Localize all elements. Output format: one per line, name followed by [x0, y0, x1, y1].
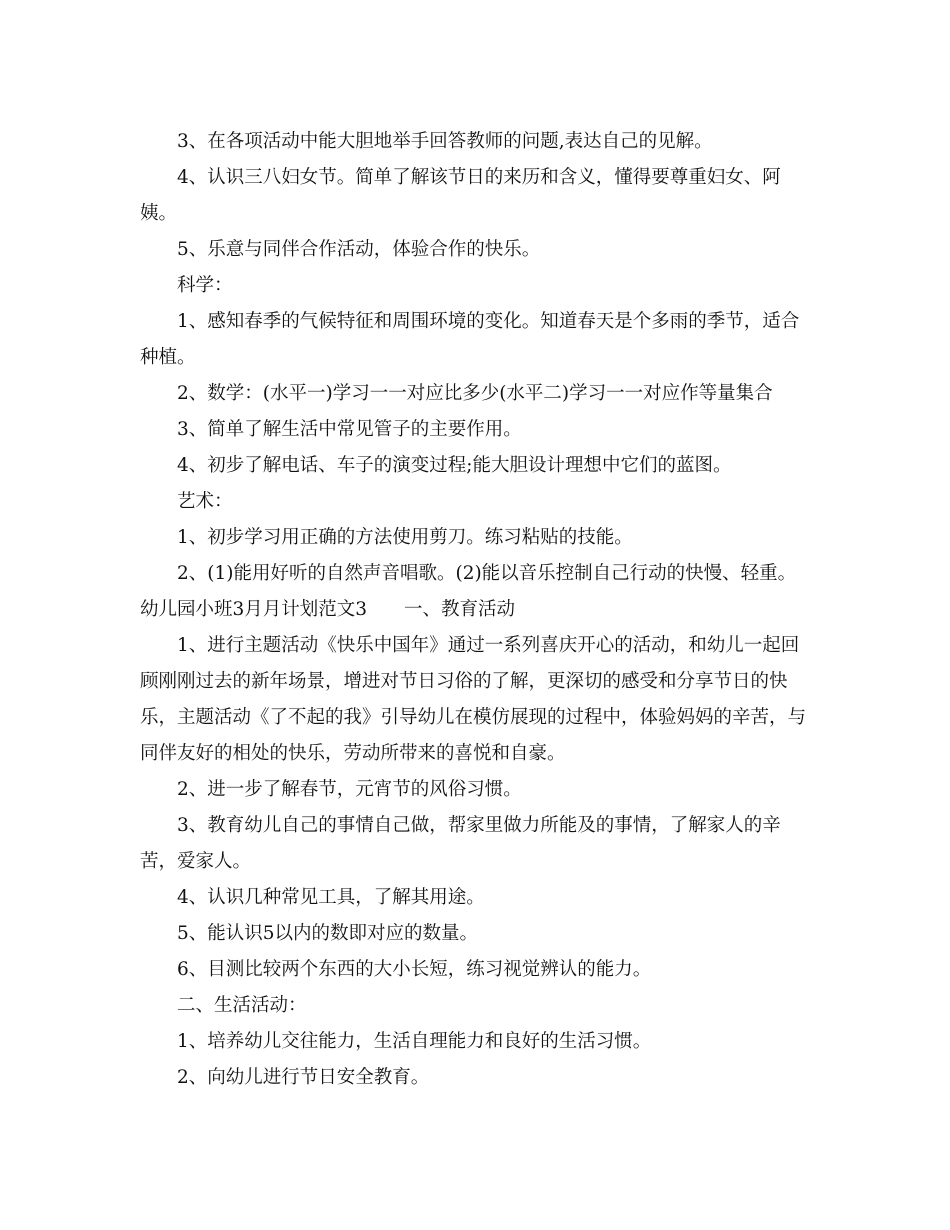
text-line: 乐，主题活动《了不起的我》引导幼儿在模仿展现的过程中，体验妈妈的辛苦，与	[140, 707, 807, 728]
text-line: 5、乐意与同伴合作活动，体验合作的快乐。	[177, 239, 541, 260]
text-line: 1、感知春季的气候特征和周围环境的变化。知道春天是个多雨的季节，适合	[177, 311, 800, 332]
section-heading: 艺术：	[177, 491, 233, 512]
text-line: 姨。	[140, 203, 178, 224]
text-line: 2、进一步了解春节，元宵节的风俗习惯。	[177, 779, 522, 800]
section-heading: 科学：	[177, 275, 233, 296]
text-line: 2、向幼儿进行节日安全教育。	[177, 1067, 430, 1088]
text-line: 同伴友好的相处的快乐，劳动所带来的喜悦和自豪。	[140, 743, 566, 764]
text-line: 2、数学：(水平一)学习一一对应比多少(水平二)学习一一对应作等量集合	[177, 383, 773, 404]
text-line: 4、认识三八妇女节。简单了解该节日的来历和含义，懂得要尊重妇女、阿	[177, 167, 781, 188]
text-line: 3、简单了解生活中常见管子的主要作用。	[177, 419, 522, 440]
text-line: 种植。	[140, 347, 196, 368]
text-line: 4、初步了解电话、车子的演变过程;能大胆设计理想中它们的蓝图。	[177, 455, 732, 476]
text-line: 1、初步学习用正确的方法使用剪刀。练习粘贴的技能。	[177, 527, 633, 548]
text-line: 顾刚刚过去的新年场景，增进对节日习俗的了解，更深切的感受和分享节日的快	[140, 671, 788, 692]
text-line: 1、培养幼儿交往能力，生活自理能力和良好的生活习惯。	[177, 1031, 652, 1052]
document-body	[140, 124, 812, 1096]
section-heading: 二、生活活动：	[177, 995, 307, 1016]
text-line: 2、(1)能用好听的自然声音唱歌。(2)能以音乐控制自己行动的快慢、轻重。	[177, 563, 797, 584]
text-line: 苦，爱家人。	[140, 851, 252, 872]
text-line: 3、教育幼儿自己的事情自己做，帮家里做力所能及的事情，了解家人的辛	[177, 815, 781, 836]
text-line: 6、目测比较两个东西的大小长短，练习视觉辨认的能力。	[177, 959, 652, 980]
text-line: 1、进行主题活动《快乐中国年》通过一系列喜庆开心的活动，和幼儿一起回	[177, 635, 800, 656]
text-line: 3、在各项活动中能大胆地举手回答教师的问题,表达自己的见解。	[177, 131, 713, 152]
text-line: 5、能认识5以内的数即对应的数量。	[177, 923, 479, 944]
document-title-line: 幼儿园小班3月月计划范文3 一、教育活动	[140, 599, 516, 620]
text-line: 4、认识几种常见工具，了解其用途。	[177, 887, 485, 908]
